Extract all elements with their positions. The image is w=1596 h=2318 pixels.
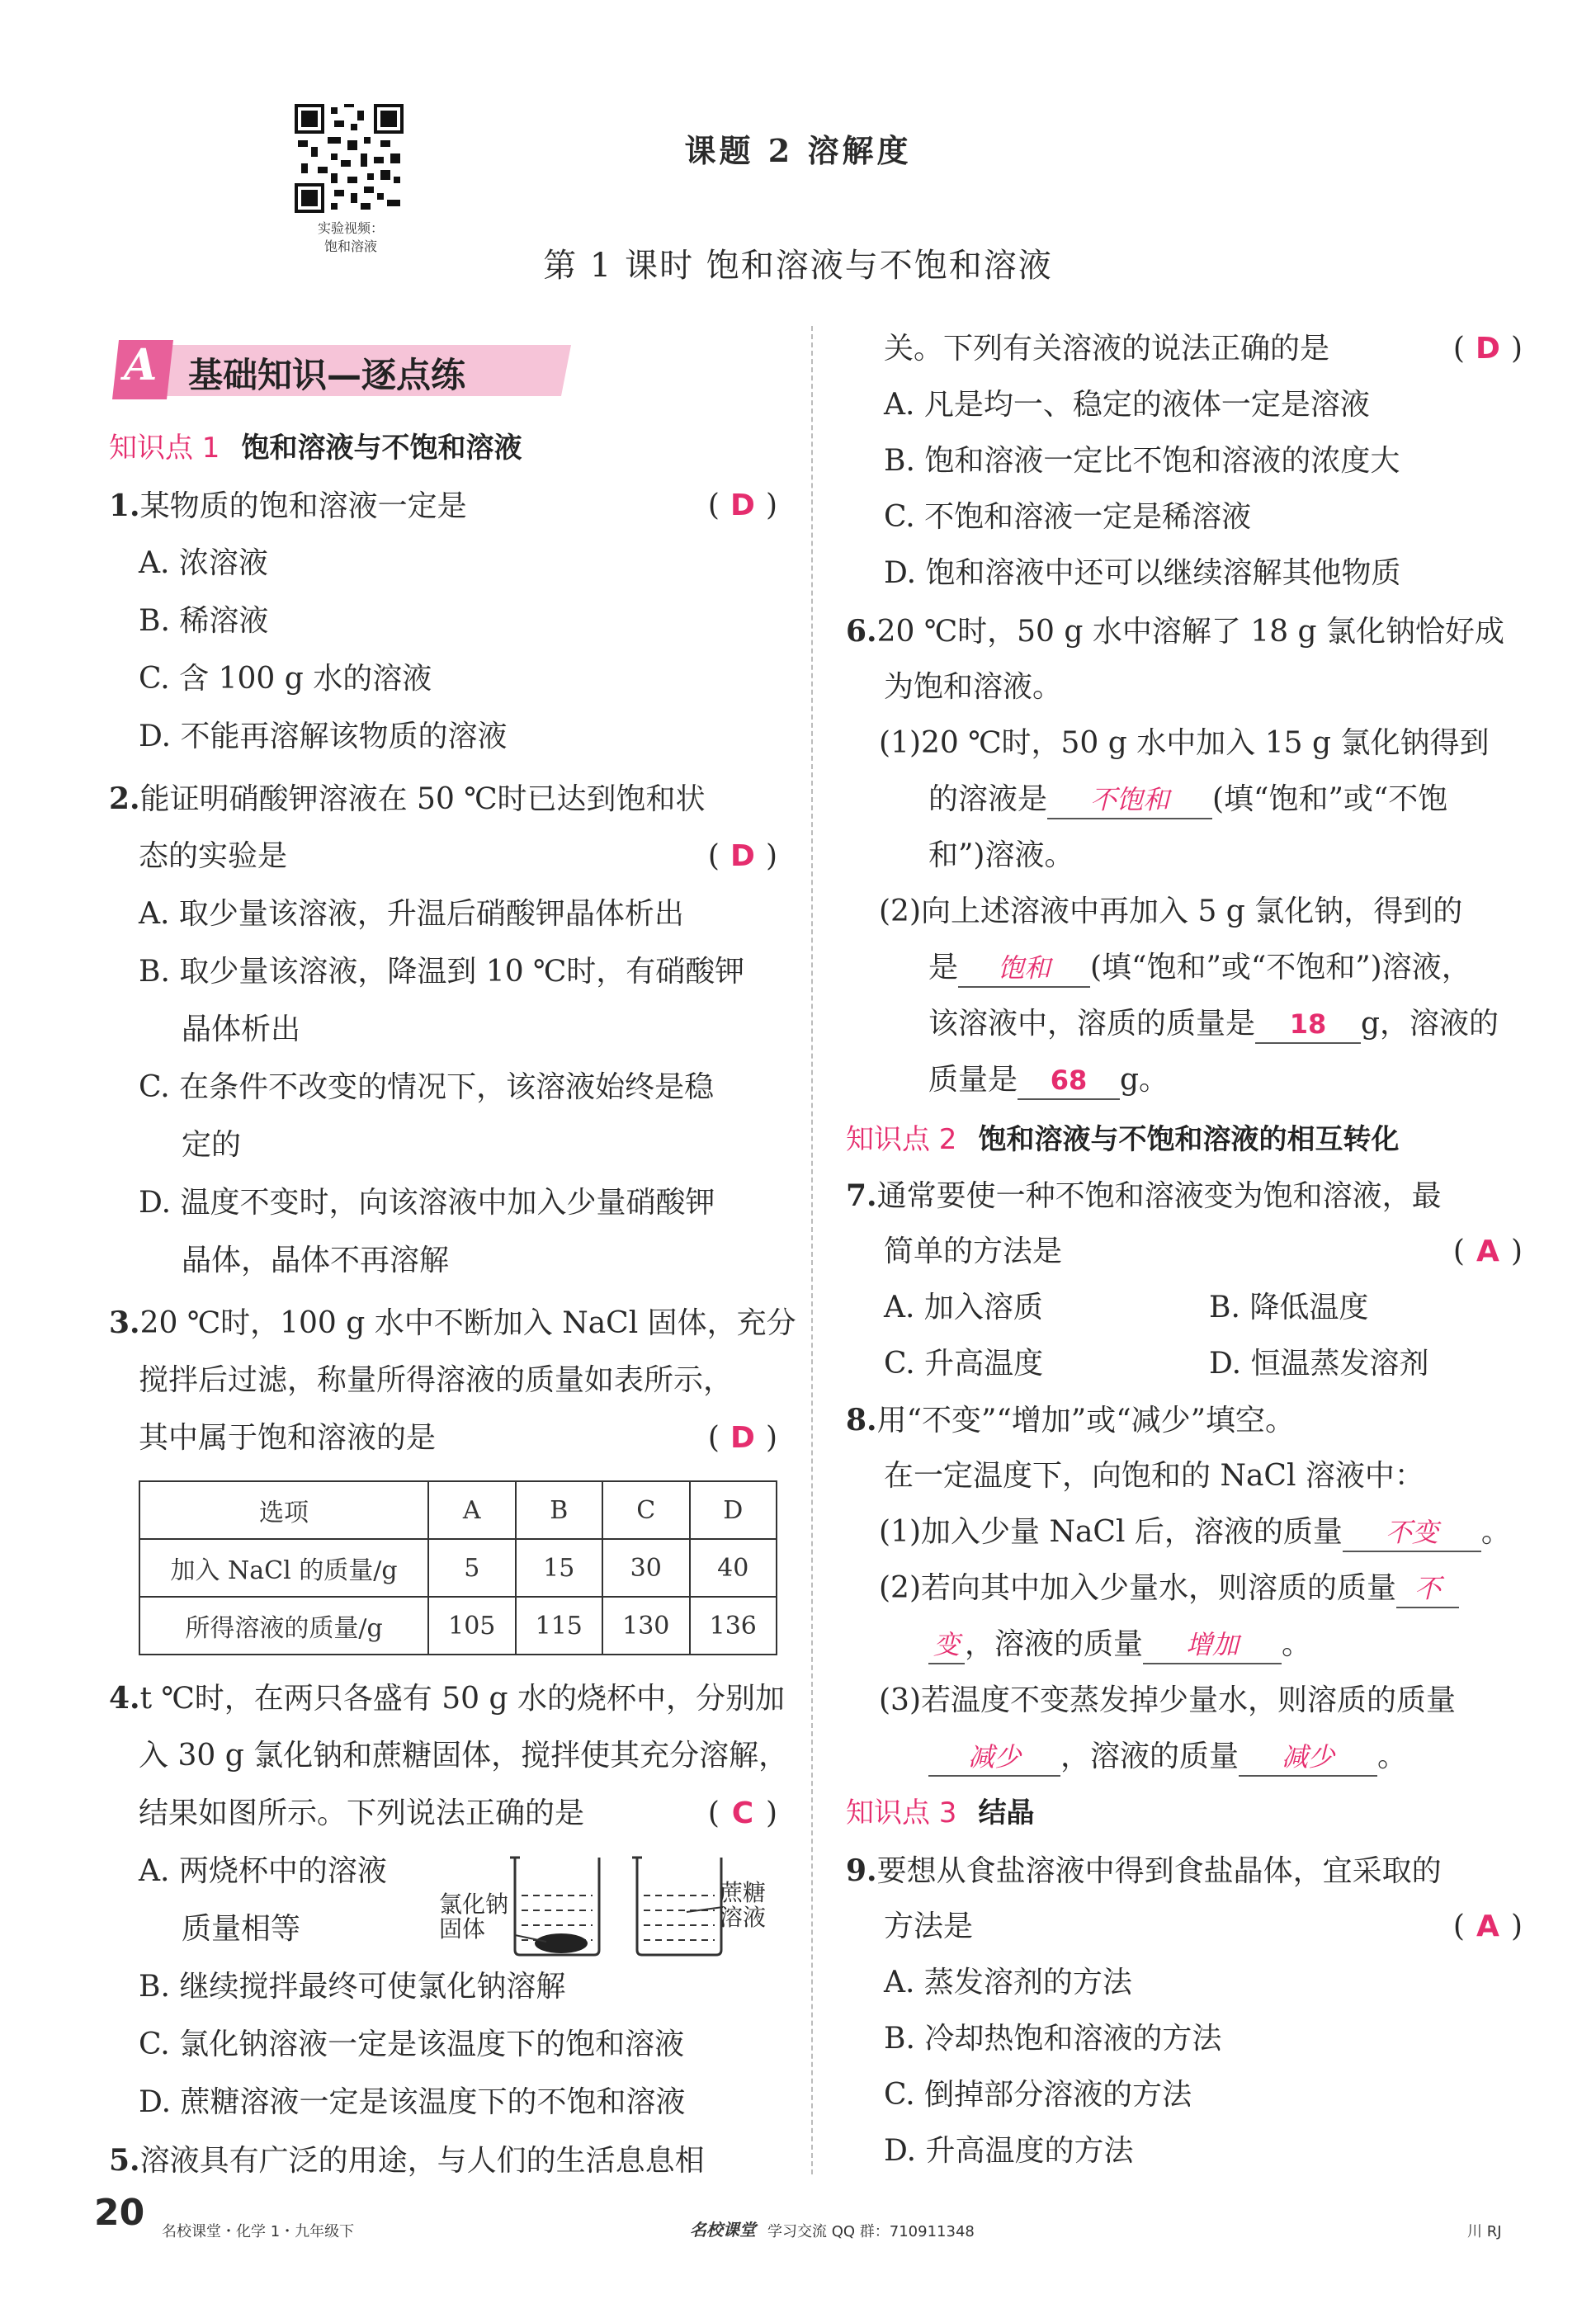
q3-stem3: 其中属于饱和溶液的是 — [139, 1421, 437, 1455]
q6-stem-line1 — [846, 611, 1504, 654]
q6-p2-text-b: (填“饱和”或“不饱和”)溶液， — [1090, 951, 1471, 984]
q5-option-d: D. 饱和溶液中还可以继续溶解其他物质 — [884, 556, 1401, 590]
q6-stem-line2: 为饱和溶液。 — [884, 670, 1063, 704]
page-number: 20 — [94, 2192, 145, 2234]
q4-stem1: t ℃时，在两只各盛有 50 g 水的烧杯中，分别加 — [139, 1682, 785, 1716]
q8-part1 — [846, 1512, 1511, 1555]
table-cell: 105 — [428, 1597, 516, 1655]
beaker-figure — [439, 1844, 769, 1960]
q2-stem-line1 — [109, 778, 706, 821]
q5-number: 5. — [109, 2143, 140, 2178]
q4-stem-line1 — [109, 1678, 785, 1721]
table-cell: 加入 NaCl 的质量/g — [139, 1539, 428, 1597]
period-title: 第 1 课时 饱和溶液与不饱和溶液 — [543, 247, 1053, 285]
fig-label-sugar-2: 溶液 — [720, 1904, 767, 1931]
table-header-cell: B — [516, 1481, 603, 1539]
q5-stem-line2 — [846, 328, 1523, 371]
q8-p2-text-b: ，溶液的质量 — [965, 1627, 1144, 1661]
footer-logo: 名校课堂 — [690, 2220, 756, 2240]
table-cell: 130 — [602, 1597, 690, 1655]
q9-stem1: 要想从食盐溶液中得到食盐晶体，宜采取的 — [876, 1854, 1442, 1888]
table-cell: 15 — [516, 1539, 603, 1597]
table-cell: 30 — [602, 1539, 690, 1597]
q2-answer: ( D ) — [708, 836, 777, 877]
q5-stem2: 关。下列有关溶液的说法正确的是 — [884, 332, 1330, 366]
q8-p2-end: 。 — [1282, 1627, 1312, 1661]
q3-answer: ( D ) — [708, 1418, 777, 1459]
q5-option-a: A. 凡是均一、稳定的液体一定是溶液 — [884, 388, 1370, 422]
kp3-title: 结晶 — [978, 1796, 1035, 1829]
table-cell: 115 — [516, 1597, 603, 1655]
knowledge-point-3 — [846, 1792, 1034, 1834]
kp3-label: 知识点 3 — [846, 1796, 957, 1829]
q4-option-a2: 质量相等 — [182, 1912, 301, 1946]
kp2-title: 饱和溶液与不饱和溶液的相互转化 — [978, 1123, 1400, 1156]
q6-p2-text-c: 该溶液中，溶质的质量是 — [928, 1007, 1256, 1041]
q7-stem-line1 — [846, 1175, 1442, 1218]
qr-caption-line1: 实验视频： — [317, 220, 384, 236]
knowledge-point-1 — [109, 427, 522, 469]
q9-answer-value: A — [1476, 1910, 1499, 1943]
q7-answer-value: A — [1476, 1235, 1499, 1268]
q4-answer-value: C — [731, 1796, 754, 1830]
q6-part2-line3 — [846, 1003, 1499, 1046]
q1-stem — [109, 485, 777, 528]
q9-answer: ( A ) — [1453, 1906, 1523, 1947]
q6-p2-text-e: 质量是 — [928, 1063, 1018, 1097]
q2-option-a: A. 取少量该溶液，升温后硝酸钾晶体析出 — [139, 897, 684, 931]
table-cell: 所得溶液的质量/g — [139, 1597, 428, 1655]
q2-option-b1: B. 取少量该溶液，降温到 10 ℃时，有硝酸钾 — [139, 955, 745, 989]
q5-answer-value: D — [1476, 332, 1500, 366]
q8-p2-fill-b[interactable]: 变 — [928, 1626, 965, 1664]
table-row — [139, 1539, 777, 1597]
q6-p1-fill[interactable]: 不饱和 — [1047, 781, 1212, 819]
q3-stem-line1 — [109, 1302, 796, 1345]
q2-option-c1: C. 在条件不改变的情况下，该溶液始终是稳 — [139, 1070, 715, 1104]
q3-number: 3. — [109, 1305, 140, 1340]
lesson-title: 课题 2 溶解度 — [684, 132, 912, 169]
footer-book-title: 名校课堂・化学 1・九年级下 — [162, 2223, 355, 2240]
kp1-label: 知识点 1 — [109, 432, 220, 465]
q7-number: 7. — [846, 1178, 877, 1213]
q7-stem2: 简单的方法是 — [884, 1235, 1063, 1268]
q2-stem-line2 — [109, 836, 777, 879]
q9-stem-line2 — [846, 1906, 1523, 1949]
q1-option-d: D. 不能再溶解该物质的溶液 — [139, 720, 508, 753]
q2-stem2: 态的实验是 — [139, 839, 288, 873]
q6-p2-fill2[interactable]: 18 — [1255, 1006, 1361, 1044]
q7-option-c: C. 升高温度 — [884, 1347, 1044, 1381]
fig-label-sugar-1: 蔗糖 — [720, 1879, 767, 1906]
q1-number: 1. — [109, 489, 140, 523]
q6-p2-fill[interactable]: 饱和 — [958, 950, 1090, 988]
q6-part1-line2 — [846, 779, 1447, 822]
q7-stem-line2 — [846, 1231, 1523, 1274]
fig-label-nacl-2: 固体 — [439, 1915, 486, 1943]
section-badge: A — [124, 340, 158, 390]
q2-answer-value: D — [730, 839, 755, 873]
q9-stem-line1 — [846, 1850, 1442, 1893]
table-cell: 136 — [690, 1597, 777, 1655]
q3-data-table — [139, 1480, 777, 1655]
q8-p1-fill[interactable]: 不变 — [1343, 1514, 1481, 1552]
kp1-title: 饱和溶液与不饱和溶液 — [241, 432, 522, 465]
table-header-cell: D — [690, 1481, 777, 1539]
section-banner — [109, 337, 576, 406]
qr-caption-line2: 饱和溶液 — [323, 238, 377, 254]
q5-stem-line1 — [109, 2140, 705, 2183]
q7-stem1: 通常要使一种不饱和溶液变为饱和溶液，最 — [876, 1179, 1442, 1213]
q2-option-d2: 晶体，晶体不再溶解 — [182, 1244, 450, 1277]
q6-p2-text-a: 是 — [928, 951, 959, 984]
q4-stem3: 结果如图所示。下列说法正确的是 — [139, 1796, 585, 1830]
q1-answer: ( D ) — [708, 485, 777, 526]
q3-stem1: 20 ℃时，100 g 水中不断加入 NaCl 固体，充分 — [139, 1306, 796, 1340]
q3-answer-value: D — [730, 1421, 755, 1455]
q6-part2-line2 — [846, 947, 1471, 990]
fig-label-nacl-1: 氯化钠 — [439, 1891, 509, 1918]
q1-option-b: B. 稀溶液 — [139, 604, 269, 638]
q9-option-a: A. 蒸发溶剂的方法 — [884, 1966, 1132, 1999]
q8-stem-line1 — [846, 1400, 1295, 1442]
q7-answer: ( A ) — [1453, 1231, 1523, 1272]
q8-p3-text-b: ，溶液的质量 — [1060, 1740, 1239, 1773]
q4-answer: ( C ) — [708, 1793, 777, 1834]
footer-edition: 川 RJ — [1467, 2223, 1502, 2240]
q6-p2-text-f: g。 — [1120, 1063, 1169, 1097]
q5-option-b: B. 饱和溶液一定比不饱和溶液的浓度大 — [884, 444, 1400, 478]
q6-part1-line3: 和”)溶液。 — [928, 838, 1074, 872]
q8-part2-line2 — [846, 1624, 1311, 1667]
q6-p1-text-a: 的溶液是 — [928, 782, 1048, 816]
q6-part2-line4 — [846, 1060, 1169, 1102]
q8-part2-line1 — [846, 1568, 1459, 1611]
q5-answer: ( D ) — [1453, 328, 1523, 370]
fig-label-nacl — [439, 1892, 508, 1942]
q8-part3-line1: (3)若温度不变蒸发掉少量水，则溶质的质量 — [879, 1683, 1456, 1717]
table-header-cell: A — [428, 1481, 516, 1539]
q4-option-c: C. 氯化钠溶液一定是该温度下的饱和溶液 — [139, 2028, 685, 2061]
q8-part3-line2 — [846, 1736, 1407, 1779]
table-cell: 5 — [428, 1539, 516, 1597]
q7-option-b: B. 降低温度 — [1209, 1291, 1369, 1324]
q8-number: 8. — [846, 1403, 877, 1438]
fig-label-sugar — [720, 1881, 766, 1930]
q1-stem-text: 某物质的饱和溶液一定是 — [139, 489, 467, 523]
table-header-cell: C — [602, 1481, 690, 1539]
q6-part2-line1: (2)向上述溶液中再加入 5 g 氯化钠，得到的 — [879, 895, 1463, 928]
q8-stem-line2: 在一定温度下，向饱和的 NaCl 溶液中： — [884, 1459, 1424, 1493]
table-row — [139, 1597, 777, 1655]
q2-stem1: 能证明硝酸钾溶液在 50 ℃时已达到饱和状 — [139, 782, 706, 816]
q2-option-b2: 晶体析出 — [182, 1013, 301, 1046]
kp2-label: 知识点 2 — [846, 1123, 957, 1156]
q9-option-d: D. 升高温度的方法 — [884, 2134, 1134, 2168]
q9-number: 9. — [846, 1853, 877, 1888]
q4-option-a1: A. 两烧杯中的溶液 — [139, 1854, 387, 1888]
footer-qq-group: 学习交流 QQ 群：710911348 — [767, 2223, 975, 2240]
section-title: 基础知识—逐点练 — [188, 355, 466, 395]
q9-option-c: C. 倒掉部分溶液的方法 — [884, 2078, 1192, 2112]
q9-option-b: B. 冷却热饱和溶液的方法 — [884, 2022, 1222, 2056]
q1-option-c: C. 含 100 g 水的溶液 — [139, 662, 432, 696]
q4-stem-line2: 入 30 g 氯化钠和蔗糖固体，搅拌使其充分溶解， — [139, 1739, 789, 1773]
q6-number: 6. — [846, 614, 877, 649]
q1-option-a: A. 浓溶液 — [139, 546, 268, 580]
q4-stem-line3 — [109, 1793, 777, 1836]
q8-p2-fill2[interactable]: 增加 — [1143, 1626, 1282, 1664]
q1-answer-value: D — [730, 489, 755, 522]
q8-p1-end: 。 — [1480, 1515, 1511, 1549]
column-divider — [811, 326, 813, 2174]
q7-option-d: D. 恒温蒸发溶剂 — [1209, 1347, 1429, 1381]
q8-p1-text: (1)加入少量 NaCl 后，溶液的质量 — [879, 1515, 1343, 1549]
q2-option-c2: 定的 — [182, 1128, 242, 1162]
q8-stem1: 用“不变”“增加”或“减少”填空。 — [876, 1404, 1296, 1438]
knowledge-point-2 — [846, 1119, 1399, 1160]
q4-option-d: D. 蔗糖溶液一定是该温度下的不饱和溶液 — [139, 2085, 686, 2119]
q5-option-c: C. 不饱和溶液一定是稀溶液 — [884, 500, 1252, 534]
table-row — [139, 1481, 777, 1539]
q8-p3-fill2[interactable]: 减少 — [1239, 1739, 1377, 1777]
table-cell: 40 — [690, 1539, 777, 1597]
q6-p2-text-d: g，溶液的 — [1361, 1007, 1499, 1041]
q8-p2-text: (2)若向其中加入少量水，则溶质的质量 — [879, 1571, 1396, 1605]
table-header-cell: 选项 — [139, 1481, 428, 1539]
q3-stem-line3 — [109, 1418, 777, 1461]
q4-option-b: B. 继续搅拌最终可使氯化钠溶解 — [139, 1970, 566, 2004]
q2-option-d1: D. 温度不变时，向该溶液中加入少量硝酸钾 — [139, 1186, 715, 1220]
q2-number: 2. — [109, 781, 140, 816]
q3-stem-line2: 搅拌后过滤，称量所得溶液的质量如表所示， — [139, 1363, 734, 1397]
q6-p2-fill3[interactable]: 68 — [1018, 1062, 1120, 1100]
q7-option-a: A. 加入溶质 — [884, 1291, 1043, 1324]
q9-stem2: 方法是 — [884, 1910, 974, 1943]
q5-stem1: 溶液具有广泛的用途，与人们的生活息息相 — [139, 2144, 705, 2178]
q6-p1-text-b: (填“饱和”或“不饱 — [1212, 782, 1448, 816]
q6-stem1: 20 ℃时，50 g 水中溶解了 18 g 氯化钠恰好成 — [876, 615, 1505, 649]
q8-p2-fill-a[interactable]: 不 — [1396, 1570, 1459, 1608]
q4-number: 4. — [109, 1681, 140, 1716]
q8-p3-end: 。 — [1377, 1740, 1408, 1773]
q8-p3-fill[interactable]: 减少 — [928, 1739, 1060, 1777]
q6-part1-line1: (1)20 ℃时，50 g 水中加入 15 g 氯化钠得到 — [879, 726, 1490, 760]
